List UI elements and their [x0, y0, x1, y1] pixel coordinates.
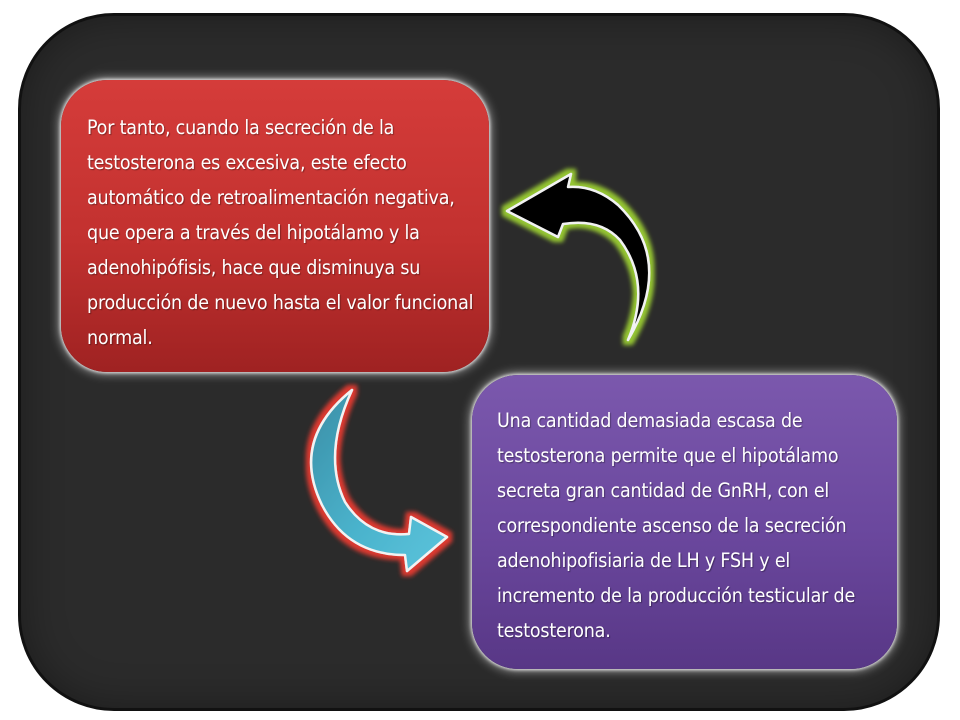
excess-testosterone-box: [61, 80, 489, 372]
excess-testosterone-text: Por tanto, cuando la secreción de la testosterona es excesiva, este efecto automático de retroalimentación negativa, que opera a través del hipotálamo y la adenohipófisis, hace que disminuya su producción de nuevo hasta el valor funcional normal.: [87, 116, 474, 349]
deficit-testosterone-text: Una cantidad demasiada escasa de testosterona permite que el hipotálamo secreta gran cantidad de GnRH, con el correspondiente ascenso de la secreción adenohipofisiaria de LH y FSH y el incremento de la producción testicular de testosterona.: [497, 409, 856, 642]
deficit-testosterone-box: [472, 375, 897, 669]
